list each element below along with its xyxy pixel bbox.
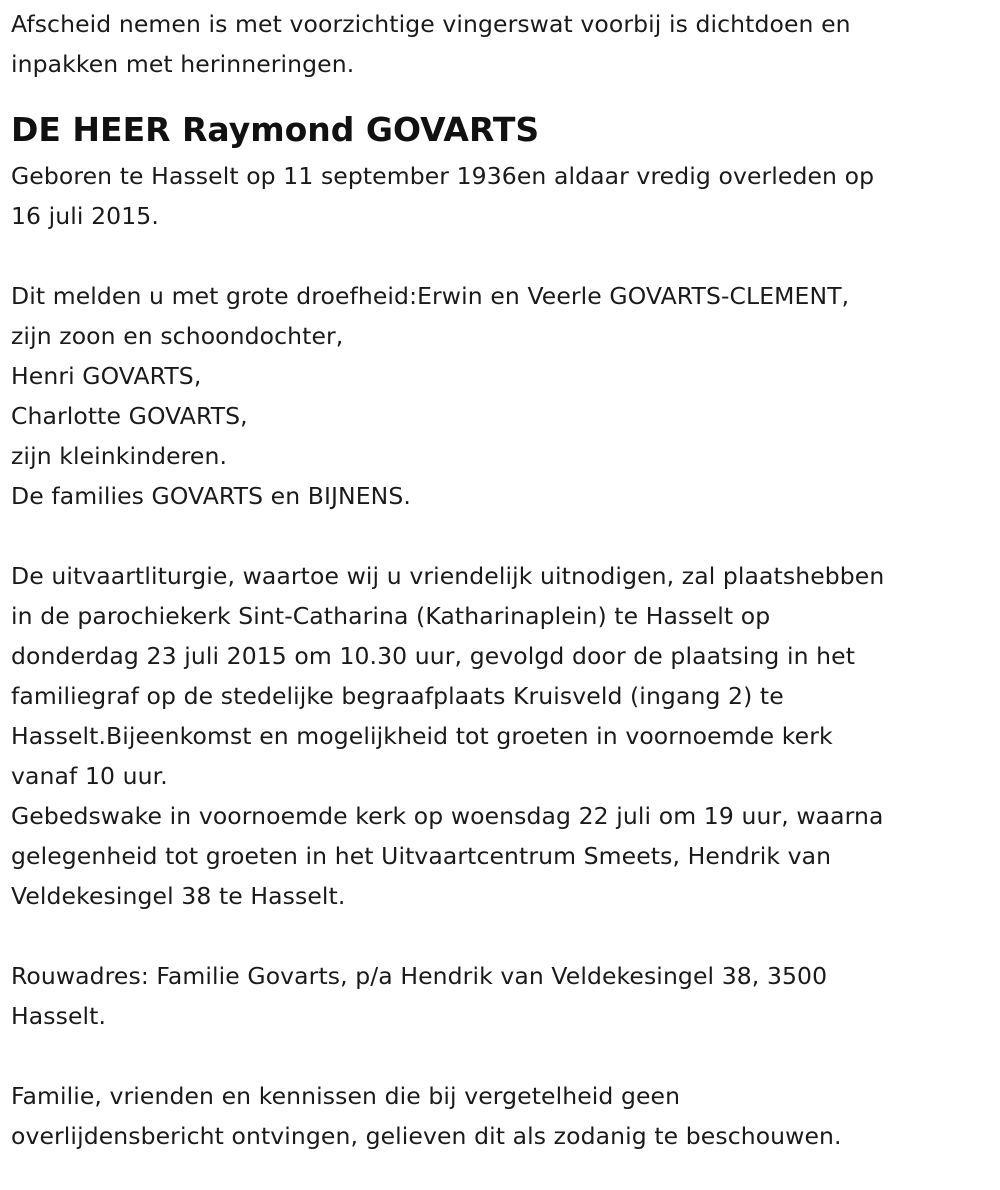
funeral-line: Gebedswake in voornoemde kerk op woensdag 22 juli om 19 uur, waarna [11,802,884,830]
address-line: Hasselt. [11,1002,107,1030]
announcement-line: zijn kleinkinderen. [11,442,228,470]
address-line: Rouwadres: Familie Govarts, p/a Hendrik van Veldekesingel 38, 3500 [11,962,828,990]
funeral-line: Hasselt.Bijeenkomst en mogelijkheid tot groeten in voornoemde kerk [11,722,833,750]
funeral-line: Veldekesingel 38 te Hasselt. [11,882,346,910]
announcement-line: Henri GOVARTS, [11,362,202,390]
paragraph-spacer [11,916,996,956]
birth-death-paragraph [11,156,996,236]
funeral-line: in de parochiekerk Sint-Catharina (Katharinaplein) te Hasselt op [11,602,771,630]
deceased-name-title: DE HEER Raymond GOVARTS [11,110,540,149]
birth-death-line: Geboren te Hasselt op 11 september 1936en aldaar vredig overleden op [11,162,875,190]
birth-death-line: 16 juli 2015. [11,202,159,230]
motto-line: inpakken met herinneringen. [11,50,355,78]
address-paragraph [11,956,996,1036]
closing-line: Familie, vrienden en kennissen die bij vergetelheid geen [11,1082,681,1110]
funeral-line: gelegenheid tot groeten in het Uitvaartcentrum Smeets, Hendrik van [11,842,832,870]
announcement-line: Dit melden u met grote droefheid:Erwin en Veerle GOVARTS-CLEMENT, [11,282,850,310]
closing-paragraph [11,1076,996,1156]
announcement-line: Charlotte GOVARTS, [11,402,248,430]
motto-paragraph [11,4,996,84]
paragraph-spacer [11,1036,996,1076]
obituary-document [11,4,996,1156]
funeral-line: familiegraf op de stedelijke begraafplaats Kruisveld (ingang 2) te [11,682,784,710]
funeral-line: De uitvaartliturgie, waartoe wij u vriendelijk uitnodigen, zal plaatshebben [11,562,885,590]
announcement-line: zijn zoon en schoondochter, [11,322,344,350]
announcement-line: De families GOVARTS en BIJNENS. [11,482,411,510]
funeral-paragraph [11,556,996,916]
announcement-paragraph [11,276,996,516]
closing-line: overlijdensbericht ontvingen, gelieven dit als zodanig te beschouwen. [11,1122,842,1150]
paragraph-spacer [11,516,996,556]
paragraph-spacer [11,236,996,276]
funeral-line: donderdag 23 juli 2015 om 10.30 uur, gevolgd door de plaatsing in het [11,642,856,670]
funeral-line: vanaf 10 uur. [11,762,168,790]
motto-line: Afscheid nemen is met voorzichtige vingerswat voorbij is dichtdoen en [11,10,851,38]
